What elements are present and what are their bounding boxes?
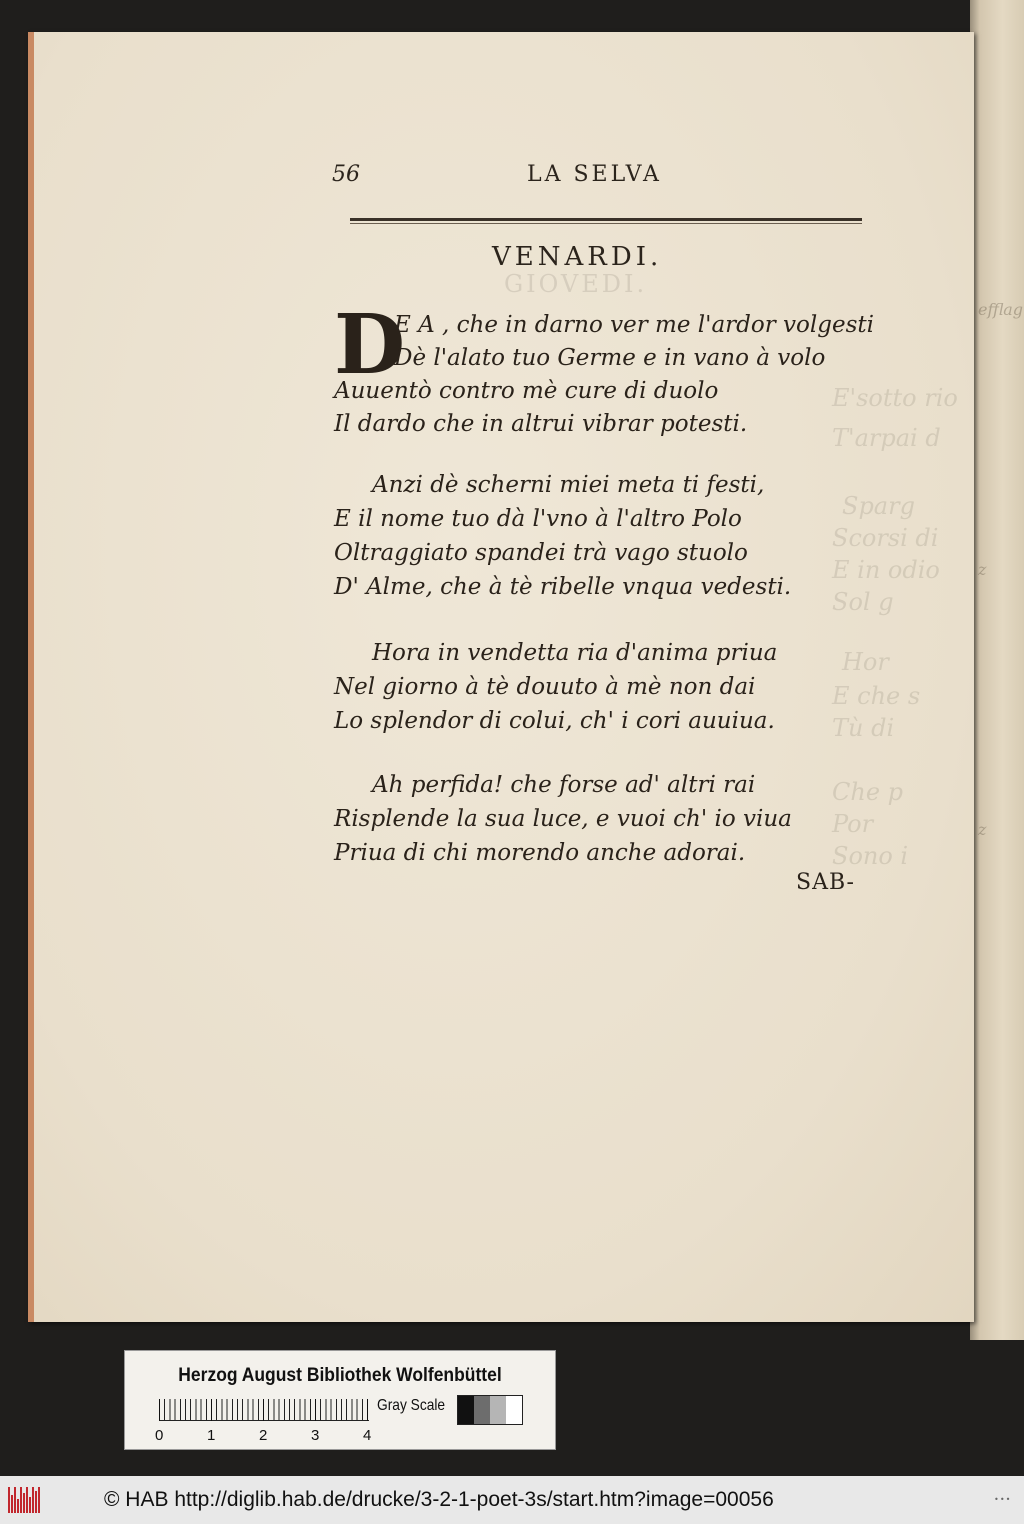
- ruler-major-tick: [211, 1399, 212, 1421]
- facing-page-edge: [970, 0, 1024, 1340]
- bleed-through-title: GIOVEDI.: [504, 270, 648, 298]
- poem-line: Il dardo che in altrui vibrar potesti.: [334, 411, 748, 437]
- gray-patch: [490, 1396, 506, 1424]
- library-name: Herzog August Bibliothek Wolfenbüttel: [178, 1365, 502, 1386]
- hab-logo-icon: [8, 1487, 46, 1513]
- book-page: [28, 32, 974, 1322]
- bleed-through-line: Sol g: [832, 588, 894, 616]
- scale-number: 4: [363, 1427, 372, 1444]
- facing-page-text: efflag: [978, 300, 1024, 319]
- poem-line: E il nome tuo dà l'vno à l'altro Polo: [334, 506, 742, 532]
- drop-cap: D: [334, 297, 406, 393]
- catchword: SAB-: [796, 870, 855, 895]
- gray-patch: [506, 1396, 522, 1424]
- bleed-through-line: Che p: [832, 778, 904, 806]
- bleed-through-line: T'arpai d: [832, 424, 941, 452]
- bleed-through-line: Sparg: [842, 492, 915, 520]
- bleed-through-line: E'sotto rio: [832, 384, 958, 412]
- ruler-major-tick: [367, 1399, 368, 1421]
- bleed-through-line: Por: [832, 810, 874, 838]
- poem-line: Auuentò contro mè cure di duolo: [334, 378, 719, 404]
- poem-line: Ah perfida! che forse ad' altri rai: [372, 772, 756, 798]
- facing-page-text: z: [978, 560, 987, 579]
- poem-line: E A , che in darno ver me l'ardor volgesti: [394, 312, 874, 338]
- scale-number: 1: [207, 1427, 216, 1444]
- ruler-major-tick: [315, 1399, 316, 1421]
- facing-page-text: z: [978, 820, 987, 839]
- scale-number: 2: [259, 1427, 268, 1444]
- scale-number: 0: [155, 1427, 164, 1444]
- poem-line: Anzi dè scherni miei meta ti festi,: [372, 472, 765, 498]
- gray-patch: [458, 1396, 474, 1424]
- bleed-through-line: E che s: [832, 682, 921, 710]
- poem-line: Priua di chi morendo anche adorai.: [334, 840, 746, 866]
- ruler-major-tick: [263, 1399, 264, 1421]
- poem-line: Risplende la sua luce, e vuoi ch' io viua: [334, 806, 792, 832]
- header-rule: [350, 218, 862, 221]
- bleed-through-line: Hor: [842, 648, 889, 676]
- scale-ruler: [159, 1399, 369, 1421]
- gray-patch: [474, 1396, 490, 1424]
- ruler-major-tick: [159, 1399, 160, 1421]
- bleed-through-line: Tù di: [832, 714, 895, 742]
- poem-line: Nel giorno à tè douuto à mè non dai: [334, 674, 756, 700]
- bleed-through-line: Scorsi di: [832, 524, 939, 552]
- grayscale-label: Gray Scale: [377, 1397, 446, 1414]
- poem-line: Oltraggiato spandei trà vago stuolo: [334, 540, 748, 566]
- page-header: [332, 162, 862, 192]
- footer-dots-icon: •••: [994, 1495, 1012, 1504]
- copyright-url[interactable]: © HAB http://diglib.hab.de/drucke/3-2-1-poet-3s/start.htm?image=00056: [104, 1488, 774, 1511]
- footer-bar: [0, 1476, 1024, 1524]
- scale-numbers: [155, 1427, 385, 1447]
- poem-line: Lo splendor di colui, ch' i cori auuiua.: [334, 708, 775, 734]
- poem-line: D' Alme, che à tè ribelle vnqua vedesti.: [334, 574, 792, 600]
- grayscale-swatch: [457, 1395, 523, 1425]
- bleed-through-line: Sono i: [832, 842, 909, 870]
- bleed-through-line: E in odio: [832, 556, 940, 584]
- library-scale-card: [124, 1350, 556, 1450]
- running-title: LA SELVA: [527, 162, 662, 187]
- poem-line: Dè l'alato tuo Germe e in vano à volo: [394, 345, 826, 371]
- scale-number: 3: [311, 1427, 320, 1444]
- poem-line: Hora in vendetta ria d'anima priua: [372, 640, 778, 666]
- page-number: 56: [332, 162, 360, 187]
- poem-title: VENARDI.: [492, 242, 663, 272]
